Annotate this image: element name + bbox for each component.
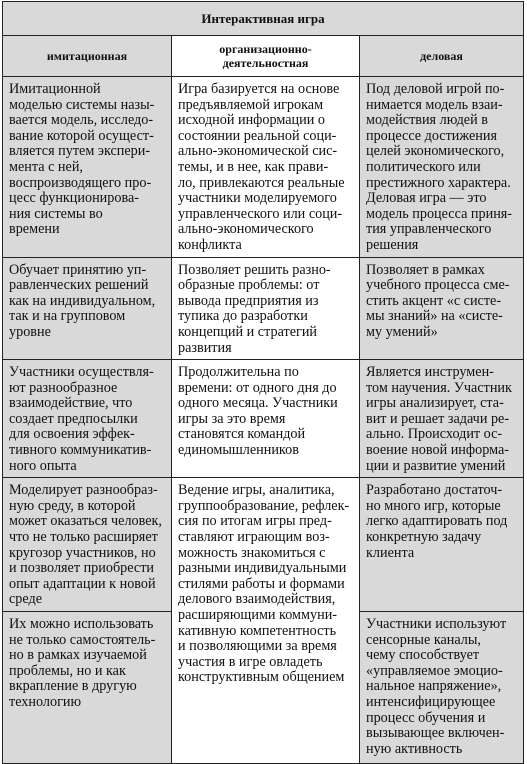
table-row bbox=[3, 257, 524, 360]
interactive-game-table bbox=[2, 1, 524, 764]
cell-text: Позволяет в рамках учебного процесса сме- стить акцент «с систе- мы знаний» на «систе- му умений» bbox=[366, 261, 510, 340]
cell-text: Имитационной моделью системы назы- вается модель, исследо- вание которой осущест- вляется путем экспери- мента с ней, воспроизводящего про- цесс функционирова- ния системы во времени bbox=[9, 81, 155, 238]
column-header-imitation: имитационная bbox=[3, 36, 172, 77]
cell-text: Моделирует разнообраз- ную среду, в которой может оказаться человек, что не только расширяет кругозор участников, но и позволяет приобрести опыт адаптации к новой среде bbox=[9, 482, 162, 608]
cell-text: Участники используют сенсорные каналы, чему способствует «управляемое эмоцио- нальное напряжение», интенсифицирующее процесс обучения и вызывающее включен- ную активность bbox=[366, 616, 507, 757]
cell-text: Участники осуществля- ют разнообразное взаимодействие, что создает предпосылки для освоения эффек- тивного коммуникатив- ного опыта bbox=[9, 364, 154, 474]
cell-text: Продолжительна по времени: от одного дня до одного месяца. Участники игры за это время становятся командой единомышленников bbox=[178, 364, 338, 459]
table-cell bbox=[172, 77, 360, 258]
table-cell bbox=[360, 77, 524, 258]
table-title: Интерактивная игра bbox=[3, 2, 524, 36]
table-cell bbox=[360, 257, 524, 360]
cell-text: Под деловой игрой по- нимается модель взаи- модействия людей в процессе достижения целей экономического, политического или престижного характера. Деловая игра — это модель процесса приня- тия управленческого решения bbox=[366, 81, 513, 253]
table-cell bbox=[172, 360, 360, 478]
table-row bbox=[3, 478, 524, 612]
table-cell bbox=[3, 360, 172, 478]
cell-text: Обучает принятию уп- равленческих решений как на индивидуальном, так и на групповом уровне bbox=[9, 261, 156, 340]
cell-text: Игра базируется на основе предъявляемой игрокам исходной информации о состоянии реальной соци- ально-экономической сис- темы, и в нее, как прави- ло, привлекаются реальные участники моделируемого управленческого или соци- ально-экономического конфликта bbox=[178, 81, 345, 253]
table-cell bbox=[360, 478, 524, 612]
cell-text: Позволяет решить разно- образные проблемы: от вывода предприятия из тупика до разработки концепций и стратегий развития bbox=[178, 261, 331, 356]
table-row bbox=[3, 77, 524, 258]
table-cell bbox=[3, 612, 172, 764]
table-cell bbox=[172, 478, 360, 764]
table-cell bbox=[3, 77, 172, 258]
table-cell bbox=[360, 612, 524, 764]
table-cell bbox=[172, 257, 360, 360]
table-cell bbox=[360, 360, 524, 478]
cell-text: Разработано достаточ- но много игр, которые легко адаптировать под конкретную задачу клиента bbox=[366, 482, 508, 561]
column-header-organizational: организационно- деятельностная bbox=[172, 36, 360, 77]
column-header-business: деловая bbox=[360, 36, 524, 77]
cell-text: Их можно использовать не только самостоятель- но в рамках изучаемой проблемы, но и как вкрапление в другую технологию bbox=[9, 616, 156, 710]
cell-text: Является инструмен- том научения. Участник игры анализирует, ста- вит и решает задачи ре- ально. Происходит ос- воение новой информа- ции и развитие умений bbox=[366, 364, 512, 474]
table-cell bbox=[3, 257, 172, 360]
table-row bbox=[3, 360, 524, 478]
cell-text: Ведение игры, аналитика, группообразование, рефлек- сия по итогам игры пред- ставляют играющим воз- можность знакомиться с разными индивидуальными стилями работы и формами делового взаимодействия, расширяющими коммуни- кативную компетентность и позволяющими за время участия в игре овладеть конструктивным общением bbox=[178, 482, 350, 686]
table-cell bbox=[3, 478, 172, 612]
